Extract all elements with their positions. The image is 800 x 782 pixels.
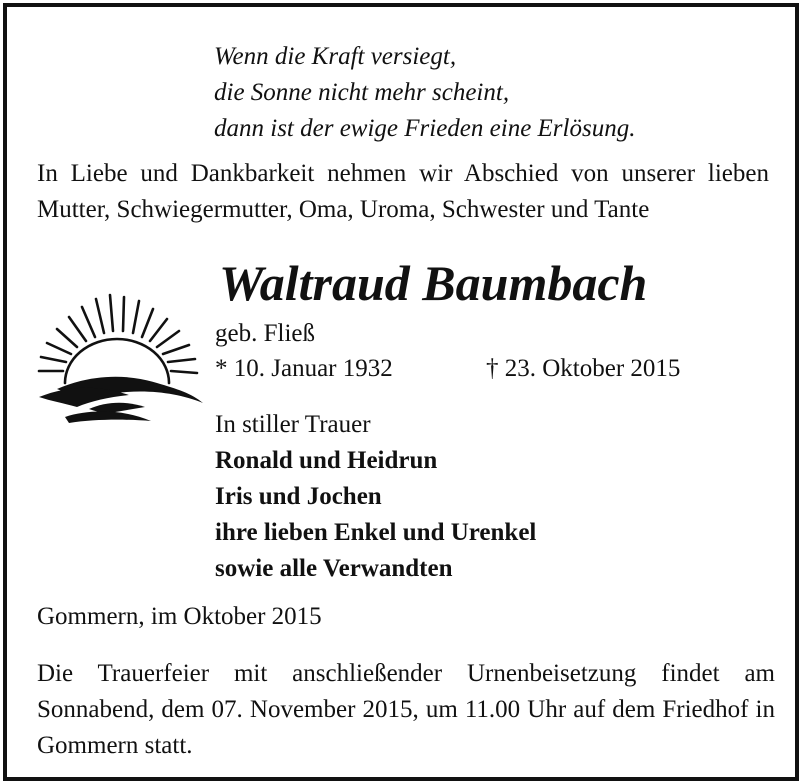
maiden-name: geb. Fließ (215, 320, 315, 347)
setting-sun-icon (29, 285, 209, 435)
intro-text: In Liebe und Dankbarkeit nehmen wir Abschied von unserer lieben Mutter, Schwiegermutter, Oma, Uroma, Schwester und Tante (37, 160, 769, 223)
poem (214, 39, 635, 147)
mourner-name: Ronald und Heidrun (215, 447, 438, 474)
funeral-info: Die Trauerfeier mit anschließender Urnenbeisetzung findet am Sonnabend, dem 07. November 2015, um 11.00 Uhr auf dem Friedhof in Gommern statt. (37, 660, 775, 759)
mourners-block (215, 407, 536, 587)
place-and-date: Gommern, im Oktober 2015 (37, 603, 322, 630)
deceased-name: Waltraud Baumbach (219, 255, 648, 311)
poem-line: Wenn die Kraft versiegt, (214, 43, 457, 70)
mourner-name: sowie alle Verwandten (215, 555, 453, 582)
death-date: † 23. Oktober 2015 (486, 355, 681, 382)
obituary-notice (3, 3, 799, 781)
mourners-intro: In stiller Trauer (215, 411, 371, 438)
poem-line: dann ist der ewige Frieden eine Erlösung. (214, 115, 636, 142)
poem-line: die Sonne nicht mehr scheint, (214, 79, 510, 106)
mourner-name: Iris und Jochen (215, 483, 382, 510)
birth-date: * 10. Januar 1932 (215, 355, 393, 382)
mourner-name: ihre lieben Enkel und Urenkel (215, 519, 537, 546)
